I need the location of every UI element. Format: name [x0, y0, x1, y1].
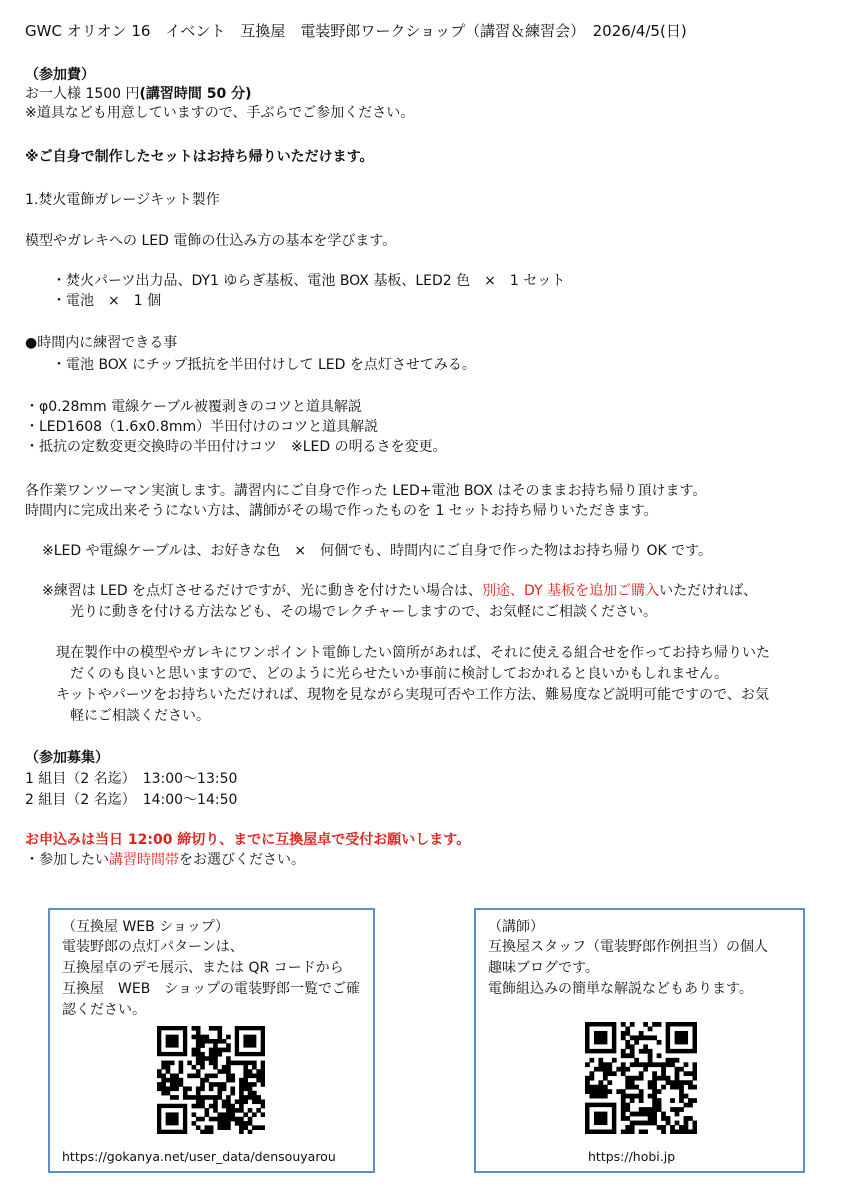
- kit-item-1: ・焚火パーツ出力品、DY1 ゆらぎ基板、電池 BOX 基板、LED2 色 × 1 セット: [52, 273, 566, 289]
- practice-heading: ●時間内に練習できる事: [25, 335, 178, 351]
- fee-duration: (講習時間 50 分): [139, 86, 252, 102]
- slot-1: 1 組目（2 名迄） 13:00～13:50: [25, 771, 238, 787]
- slot-2: 2 組目（2 名迄） 14:00～14:50: [25, 792, 238, 808]
- note-3-line-1: 現在製作中の模型やガレキにワンポイント電飾したい箇所があれば、それに使える組合せを作ってお持ち帰りいた: [56, 645, 770, 661]
- shop-box-line-4: 認ください。: [62, 1002, 146, 1018]
- shop-box-heading: （互換屋 WEB ショップ）: [62, 919, 230, 935]
- shop-box-line-2: 互換屋卓のデモ展示、または QR コードから: [62, 960, 344, 976]
- practice-tip-1: ・φ0.28mm 電線ケーブル被覆剥きのコツと道具解説: [25, 399, 362, 415]
- note-3-line-4: 軽にご相談ください。: [70, 708, 210, 724]
- shop-box-line-3: 互換屋 WEB ショップの電装野郎一覧でご確: [62, 981, 361, 997]
- fee-tools-note: ※道具なども用意していますので、手ぶらでご参加ください。: [25, 105, 415, 121]
- takehome-notice: ※ご自身で制作したセットはお持ち帰りいただけます。: [25, 149, 374, 165]
- note-2-tail: いただければ、: [659, 583, 758, 599]
- fee-price-text: お一人様 1500 円: [25, 86, 140, 102]
- blog-qr-code-icon[interactable]: [585, 1022, 697, 1134]
- teacher-info-box: [474, 908, 805, 1173]
- fee-heading: （参加費）: [25, 67, 95, 83]
- note-1: ※LED や電線ケーブルは、お好きな色 × 何個でも、時間内にご自身で作った物はお持ち帰り OK です。: [42, 543, 713, 559]
- choose-slot-highlight: 講習時間帯: [109, 852, 179, 868]
- choose-slot-text: ・参加したい: [25, 852, 109, 868]
- shop-qr-code-icon[interactable]: [157, 1026, 265, 1134]
- note-2-continued: 光りに動きを付ける方法なども、その場でレクチャーしますので、お気軽にご相談ください。: [70, 604, 658, 620]
- note-2-highlight: 別途、DY 基板を追加ご購入: [482, 583, 660, 599]
- teacher-url[interactable]: https://hobi.jp: [588, 1149, 676, 1164]
- teacher-box-line-2: 趣味ブログです。: [488, 960, 599, 976]
- demo-line-1: 各作業ワンツーマン実演します。講習内にご自身で作った LED+電池 BOX はそのままお持ち帰り頂けます。: [25, 483, 707, 499]
- demo-line-2: 時間内に完成出来そうにない方は、講師がその場で作ったものを 1 セットお持ち帰りいただきます。: [25, 503, 658, 519]
- practice-item: ・電池 BOX にチップ抵抗を半田付けして LED を点灯させてみる。: [52, 357, 476, 373]
- teacher-box-heading: （講師）: [488, 919, 544, 935]
- shop-url[interactable]: https://gokanya.net/user_data/densouyarou: [62, 1149, 336, 1164]
- course-title: 1.焚火電飾ガレージキット製作: [25, 192, 220, 208]
- note-3-line-2: だくのも良いと思いますので、どのように光らせたいか事前に検討しておかれると良いかもしれません。: [70, 666, 729, 682]
- page-title: GWC オリオン 16 イベント 互換屋 電装野郎ワークショップ（講習＆練習会） 2026/4/5(日): [25, 22, 687, 40]
- teacher-box-line-3: 電飾組込みの簡単な解説などもあります。: [488, 981, 753, 997]
- teacher-box-line-1: 互換屋スタッフ（電装野郎作例担当）の個人: [488, 939, 768, 955]
- fee-price: [25, 85, 252, 103]
- choose-slot: [25, 851, 305, 869]
- note-3-line-3: キットやパーツをお持ちいただければ、現物を見ながら実現可否や工作方法、難易度など説明可能ですので、お気: [56, 687, 769, 703]
- course-intro: 模型やガレキへの LED 電飾の仕込み方の基本を学びます。: [25, 233, 397, 249]
- kit-item-2: ・電池 × 1 個: [52, 293, 162, 309]
- practice-tip-2: ・LED1608（1.6x0.8mm）半田付けのコツと道具解説: [25, 419, 379, 435]
- note-2: [42, 582, 757, 600]
- deadline-notice: お申込みは当日 12:00 締切り、までに互換屋卓で受付お願いします。: [25, 832, 471, 848]
- practice-tip-3: ・抵抗の定数変更交換時の半田付けコツ ※LED の明るさを変更。: [25, 439, 447, 455]
- shop-info-box: [48, 908, 375, 1173]
- recruit-heading: （参加募集）: [25, 750, 109, 766]
- choose-slot-tail: をお選びください。: [179, 852, 305, 868]
- shop-box-line-1: 電装野郎の点灯パターンは、: [62, 939, 244, 955]
- note-2-text: ※練習は LED を点灯させるだけですが、光に動きを付けたい場合は、: [42, 583, 483, 599]
